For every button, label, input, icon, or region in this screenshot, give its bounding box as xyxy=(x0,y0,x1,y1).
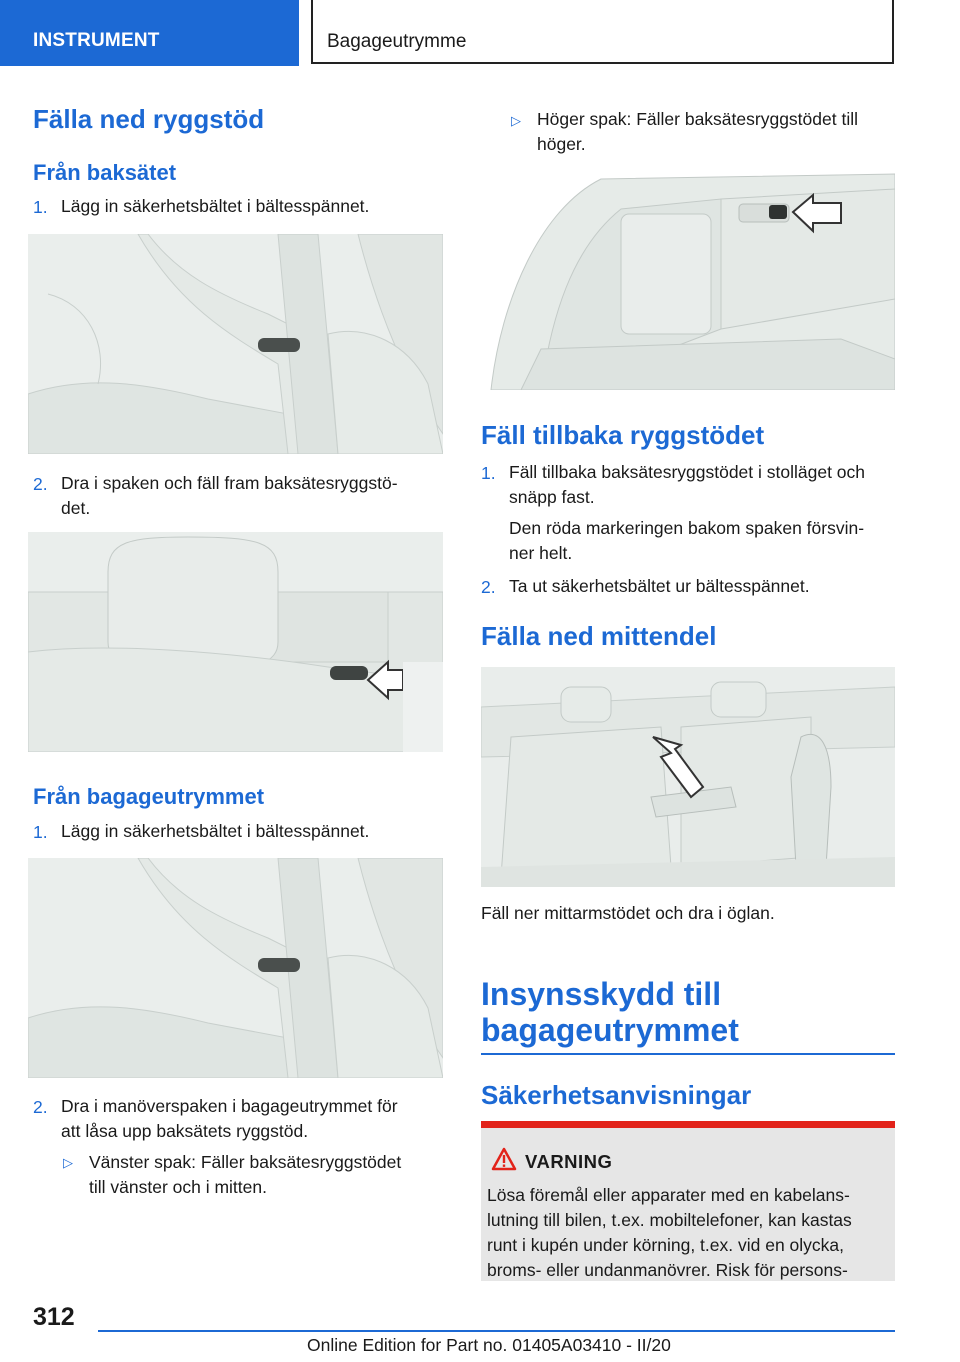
page-number: 312 xyxy=(33,1303,75,1331)
section-tab xyxy=(0,0,299,66)
subheading-from-trunk: Från bagageutrymmet xyxy=(33,784,265,809)
chapter-tab xyxy=(311,0,894,64)
step-number: 2. xyxy=(33,1097,48,1117)
step-text: Fäll tillbaka baksätesryggstödet i stolläget och xyxy=(509,462,866,482)
bullet-text: Vänster spak: Fäller baksätesryggstödet xyxy=(89,1152,402,1172)
warning-line: runt i kupén under körning, t.ex. vid en olycka, xyxy=(487,1235,845,1255)
footer-rule xyxy=(98,1330,895,1332)
step-text: Dra i manöverspaken i bagageutrymmet för xyxy=(61,1096,398,1116)
warning-bar xyxy=(481,1121,895,1128)
section-title-cover-line1: Insynsskydd till xyxy=(481,976,722,1012)
section-title-center-section: Fälla ned mittendel xyxy=(481,621,717,651)
step-text: Lägg in säkerhetsbältet i bältesspännet. xyxy=(61,821,370,841)
warning-line: Lösa föremål eller apparater med en kabelans- xyxy=(487,1185,850,1205)
illustration-trunk-lever xyxy=(481,169,895,390)
warning-line: broms- eller undanmanövrer. Risk för persons- xyxy=(487,1260,848,1280)
illustration-seat-belt-buckle-2 xyxy=(28,858,443,1078)
triangle-right-icon: ▷ xyxy=(63,1155,73,1170)
warning-title: VARNING xyxy=(525,1151,613,1172)
image-caption: Fäll ner mittarmstödet och dra i öglan. xyxy=(481,903,775,923)
bullet-text: Höger spak: Fäller baksätesryggstödet till xyxy=(537,109,858,129)
section-title-cover xyxy=(481,976,739,1048)
step-note: Den röda markeringen bakom spaken försvin- xyxy=(509,518,865,538)
subheading-from-rear-seat: Från baksätet xyxy=(33,160,177,185)
step-text: Dra i spaken och fäll fram baksätesryggstö- xyxy=(61,473,398,493)
step-text-cont: att låsa upp baksätets ryggstöd. xyxy=(61,1121,309,1141)
section-title-fold-back: Fäll tillbaka ryggstödet xyxy=(481,420,765,450)
step-number: 2. xyxy=(481,577,496,597)
footer-edition: Online Edition for Part no. 01405A03410 - II/20 xyxy=(307,1335,671,1355)
subheading-safety: Säkerhetsanvisningar xyxy=(481,1080,752,1110)
warning-triangle-icon xyxy=(491,1147,517,1176)
warning-line: lutning till bilen, t.ex. mobiltelefoner, kan kastas xyxy=(487,1210,852,1230)
step-text-cont: det. xyxy=(61,498,91,518)
step-number: 1. xyxy=(33,197,48,217)
step-number: 2. xyxy=(33,474,48,494)
step-note-cont: ner helt. xyxy=(509,543,573,563)
step-text: Lägg in säkerhetsbältet i bältesspännet. xyxy=(61,196,370,216)
section-title-cover-line2: bagageutrymmet xyxy=(481,1012,739,1048)
section-title-fold: Fälla ned ryggstöd xyxy=(33,104,265,134)
step-text: Ta ut säkerhetsbältet ur bältesspännet. xyxy=(509,576,810,596)
step-number: 1. xyxy=(481,463,496,483)
bullet-text-cont: höger. xyxy=(537,134,586,154)
step-number: 1. xyxy=(33,822,48,842)
triangle-right-icon: ▷ xyxy=(511,113,521,128)
warning-text xyxy=(487,1183,891,1283)
chapter-label: Bagageutrymme xyxy=(327,31,467,52)
illustration-center-armrest xyxy=(481,667,895,887)
section-rule xyxy=(481,1053,895,1055)
illustration-seat-lever xyxy=(28,532,443,752)
illustration-seat-belt-buckle xyxy=(28,234,443,454)
bullet-text-cont: till vänster och i mitten. xyxy=(89,1177,267,1197)
warning-box xyxy=(481,1121,895,1281)
section-label: INSTRUMENT xyxy=(33,30,160,51)
step-text-cont: snäpp fast. xyxy=(509,487,595,507)
